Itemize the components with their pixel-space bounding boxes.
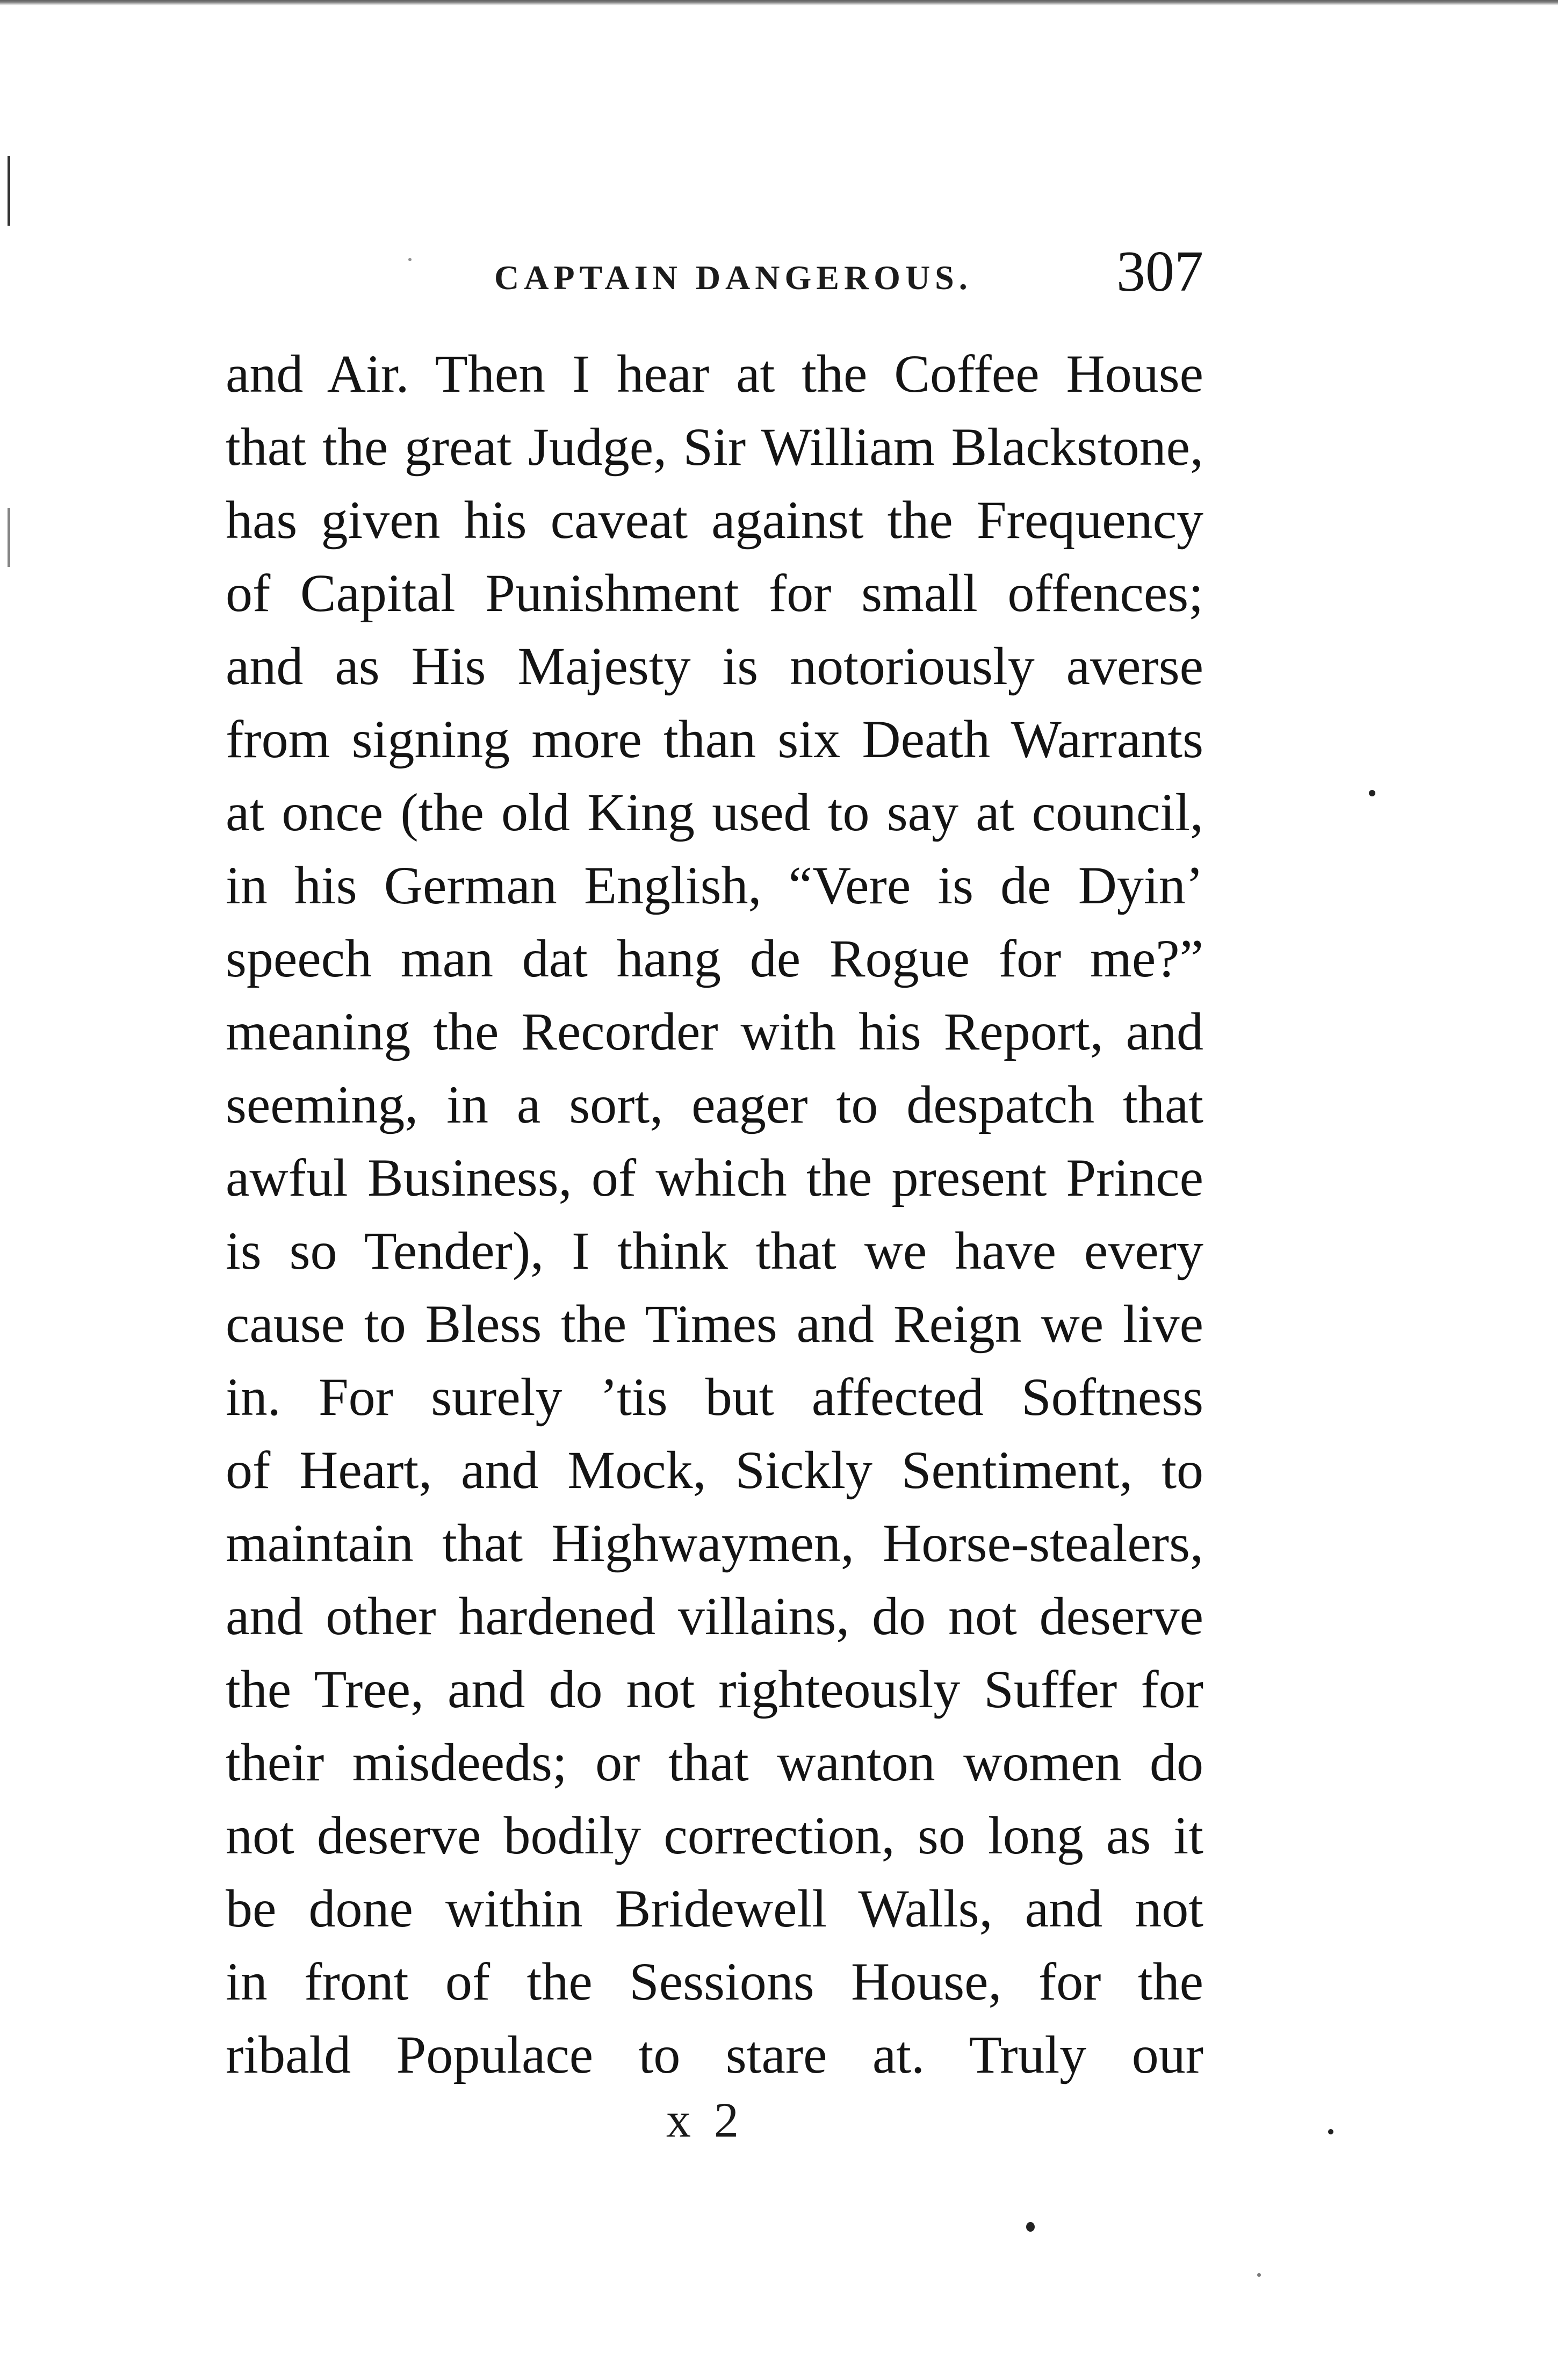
scan-margin-mark <box>8 508 10 567</box>
ink-speck <box>1369 790 1375 796</box>
text-line: maintain that Highwaymen, Horse-stealers, <box>226 1513 1203 1573</box>
ink-speck <box>1257 2273 1261 2277</box>
text-line: awful Business, of which the present Prince <box>226 1148 1203 1207</box>
text-line: and Air. Then I hear at the Coffee House <box>226 344 1203 404</box>
scan-margin-mark <box>8 156 10 226</box>
body-text <box>226 337 1203 2091</box>
text-line: and as His Majesty is notoriously averse <box>226 636 1203 696</box>
text-line: cause to Bless the Times and Reign we live <box>226 1294 1203 1354</box>
text-line: be done within Bridewell Walls, and not <box>226 1879 1203 1938</box>
text-line: of Capital Punishment for small offences; <box>226 563 1203 623</box>
text-line: meaning the Recorder with his Report, and <box>226 1002 1203 1061</box>
running-title: CAPTAIN DANGEROUS. <box>494 258 972 297</box>
signature-mark: x 2 <box>666 2093 744 2147</box>
text-line: the Tree, and do not righteously Suffer for <box>226 1659 1203 1719</box>
text-line: at once (the old King used to say at council, <box>226 782 1203 842</box>
scan-top-edge <box>0 0 1558 5</box>
text-line: speech man dat hang de Rogue for me?” <box>226 929 1203 988</box>
ink-speck <box>408 258 412 261</box>
page-number: 307 <box>1116 240 1203 304</box>
text-line: their misdeeds; or that wanton women do <box>226 1732 1203 1792</box>
text-line: in. For surely ’tis but affected Softness <box>226 1367 1203 1427</box>
text-line: in his German English, “Vere is de Dyin’ <box>226 855 1203 915</box>
page-header <box>226 236 1203 306</box>
text-line: of Heart, and Mock, Sickly Sentiment, to <box>226 1440 1203 1500</box>
text-line: has given his caveat against the Frequency <box>226 490 1203 550</box>
text-line: is so Tender), I think that we have every <box>226 1221 1203 1281</box>
text-line: ribald Populace to stare at. Truly our <box>226 2025 1203 2084</box>
text-line: from signing more than six Death Warrants <box>226 709 1203 769</box>
ink-speck <box>1328 2129 1333 2134</box>
text-line: that the great Judge, Sir William Blackstone, <box>226 417 1203 477</box>
text-line: not deserve bodily correction, so long as it <box>226 1806 1203 1865</box>
text-line: and other hardened villains, do not deserve <box>226 1586 1203 1646</box>
text-line: in front of the Sessions House, for the <box>226 1952 1203 2011</box>
text-line: seeming, in a sort, eager to despatch that <box>226 1075 1203 1134</box>
ink-speck <box>1026 2222 1035 2232</box>
